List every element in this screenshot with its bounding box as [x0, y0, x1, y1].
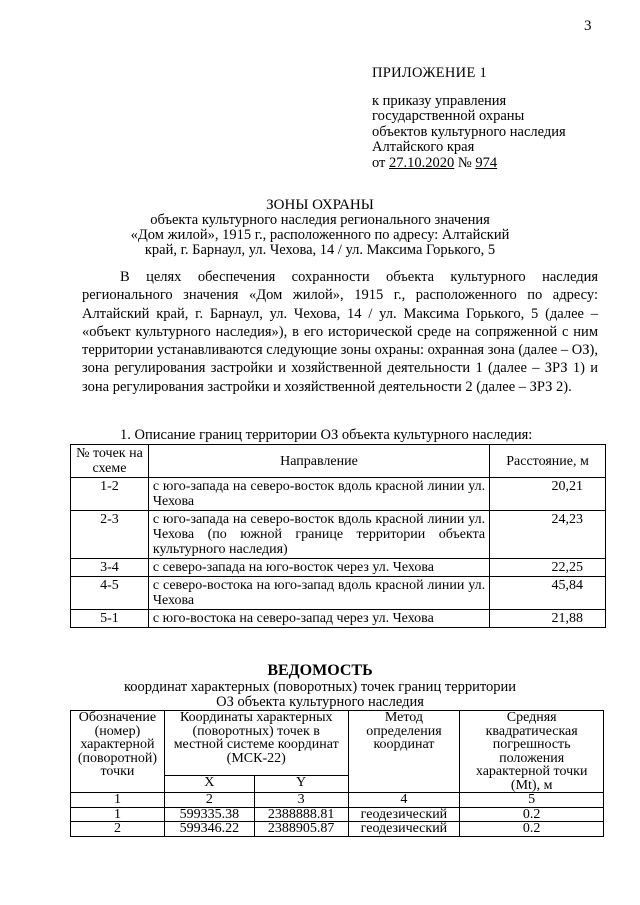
appendix-block: [372, 66, 622, 171]
table1-caption: 1. Описание границ территории ОЗ объекта культурного наследия:: [120, 427, 533, 443]
cell-point: 1: [71, 807, 165, 822]
coordinates-table: [70, 710, 604, 837]
boundary-table: [70, 444, 606, 628]
header-distance: Расстояние, м: [490, 445, 606, 478]
table-index-row: [71, 793, 604, 808]
vedomost-subtitle-line: координат характерных (поворотных) точек границ территории: [123, 679, 517, 695]
page-number: 3: [584, 18, 592, 34]
cell-points: 3-4: [71, 559, 149, 577]
zones-subtitle-line: «Дом жилой», 1915 г., расположенного по адресу: Алтайский: [130, 227, 510, 243]
cell-distance: 20,21: [490, 478, 606, 511]
header-designation: Обозначение (номер) характерной (поворотной) точки: [71, 711, 165, 793]
cell-points: 1-2: [71, 478, 149, 511]
cell-distance: 24,23: [490, 511, 606, 559]
table-header-row: [71, 711, 604, 776]
header-error: Средняя квадратическая погрешность положения характерной точки (Mt), м: [460, 711, 604, 793]
header-y: Y: [254, 775, 348, 792]
table-row: [71, 478, 606, 511]
cell-x: 599335.38: [164, 807, 254, 822]
date-prefix: от: [372, 154, 386, 171]
cell-direction: с юго-запада на северо-восток вдоль красной линии ул. Чехова (по южной границе территории объекта культурного наследия): [148, 511, 489, 559]
cell-points: 2-3: [71, 511, 149, 559]
cell-points: 4-5: [71, 577, 149, 610]
cell-points: 5-1: [71, 610, 149, 628]
cell-x: 599346.22: [164, 822, 254, 837]
header-coordinates: Координаты характерных (поворотных) точек в местной системе координат (МСК-22): [164, 711, 348, 776]
table-row: [71, 807, 604, 822]
header-points: № точек на схеме: [71, 445, 149, 478]
appendix-title: ПРИЛОЖЕНИЕ 1: [372, 65, 488, 81]
cell-y: 2388888.81: [254, 807, 348, 822]
cell-distance: 22,25: [490, 559, 606, 577]
appendix-line: государственной охраны: [372, 108, 525, 124]
table-row: [71, 610, 606, 628]
vedomost-subtitle-line: ОЗ объекта культурного наследия: [216, 694, 424, 710]
index-cell: 3: [254, 793, 348, 808]
cell-method: геодезический: [348, 807, 460, 822]
cell-error: 0.2: [460, 807, 604, 822]
cell-direction: с северо-запада на юго-восток через ул. Чехова: [148, 559, 489, 577]
intro-paragraph: В целях обеспечения сохранности объекта культурного наследия регионального значения «Дом жилой», 1915 г., расположенного по адресу: Алтайский край, г. Барнаул, ул. Чехова, 14 / ул. Максима Горького, 5 (далее – «объект культурного наследия»), в его исторической среде на сопряженной с ним территории устанавливаются следующие зоны охраны: охранная зона (далее – ОЗ), зона регулирования застройки и хозяйственной деятельности 1 (далее – ЗРЗ 1) и зона регулирования застройки и хозяйственной деятельности 2 (далее – ЗРЗ 2).: [82, 269, 598, 395]
header-method: Метод определения координат: [348, 711, 460, 793]
zones-subtitle-line: край, г. Барнаул, ул. Чехова, 14 / ул. Максима Горького, 5: [144, 242, 496, 258]
cell-error: 0.2: [460, 822, 604, 837]
header-x: X: [164, 775, 254, 792]
table-row: [71, 822, 604, 837]
cell-y: 2388905.87: [254, 822, 348, 837]
vedomost-title: ВЕДОМОСТЬ: [267, 662, 373, 679]
table-header-row: [71, 445, 606, 478]
index-cell: 2: [164, 793, 254, 808]
zones-title: ЗОНЫ ОХРАНЫ: [266, 197, 374, 213]
index-cell: 5: [460, 793, 604, 808]
cell-direction: с северо-востока на юго-запад вдоль красной линии ул. Чехова: [148, 577, 489, 610]
cell-point: 2: [71, 822, 165, 837]
appendix-line: к приказу управления: [372, 92, 507, 109]
table-row: [71, 511, 606, 559]
cell-distance: 21,88: [490, 610, 606, 628]
zones-subtitle-line: объекта культурного наследия регионального значения: [150, 212, 490, 228]
index-cell: 1: [71, 793, 165, 808]
cell-direction: с юго-запада на северо-восток вдоль красной линии ул. Чехова: [148, 478, 489, 511]
vedomost-subtitle: [60, 680, 580, 710]
appendix-line: Алтайского края: [372, 139, 475, 155]
zones-subtitle: [60, 213, 580, 258]
appendix-date-line: [372, 156, 622, 172]
index-cell: 4: [348, 793, 460, 808]
appendix-line: объектов культурного наследия: [372, 123, 566, 140]
number-prefix: №: [457, 154, 472, 171]
cell-method: геодезический: [348, 822, 460, 837]
header-direction: Направление: [148, 445, 489, 478]
order-date: 27.10.2020: [389, 154, 455, 171]
cell-distance: 45,84: [490, 577, 606, 610]
table-row: [71, 559, 606, 577]
cell-direction: с юго-востока на северо-запад через ул. Чехова: [148, 610, 489, 628]
order-number: 974: [475, 154, 498, 171]
table-row: [71, 577, 606, 610]
